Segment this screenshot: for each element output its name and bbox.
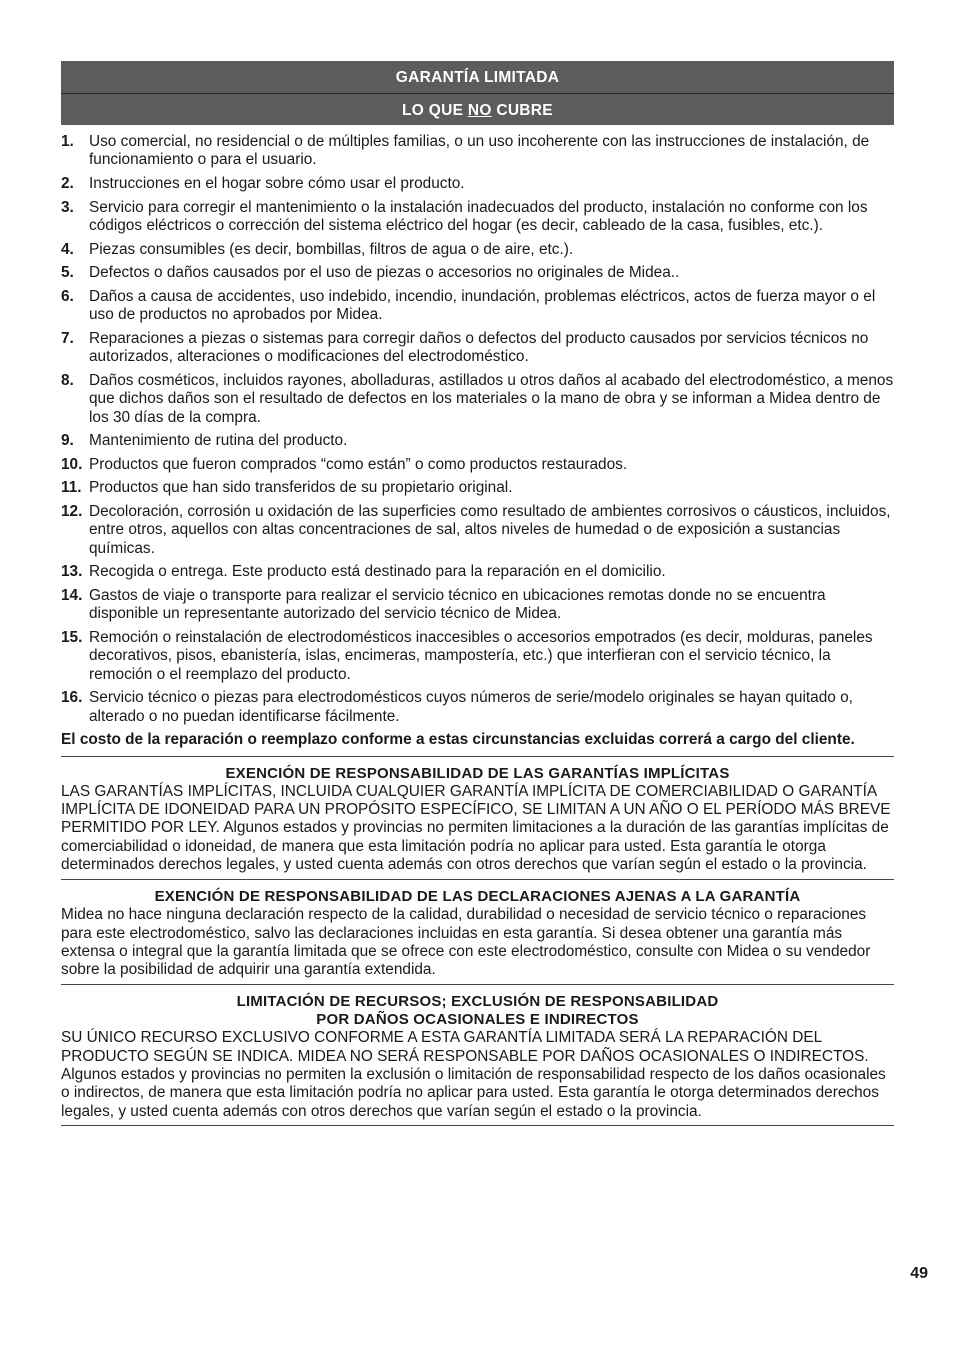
list-item-number: 10. [61, 455, 83, 473]
list-item-number: 7. [61, 329, 74, 347]
not-covered-title-underlined: NO [467, 102, 492, 119]
list-item-text: Servicio para corregir el mantenimiento o la instalación inadecuados del producto, instalación no conforme con los códigos eléctricos o corrección del sistema eléctrico del hogar (es decir, cableado de la casa, fusibles, etc.). [89, 198, 868, 234]
not-covered-title-post: CUBRE [491, 102, 553, 119]
cost-note: El costo de la reparación o reemplazo conforme a estas circunstancias excluidas correrá a cargo del cliente. [61, 731, 855, 749]
list-item-text: Decoloración, corrosión u oxidación de las superficies como resultado de ambientes corrosivos o cáusticos, incluidos, entre otros, aquellos con altas concentraciones de sal, altos niveles de humedad o de exposición a sustancias químicas. [89, 502, 891, 557]
list-item [61, 456, 894, 474]
list-item [61, 288, 894, 325]
list-item [61, 629, 894, 684]
not-covered-title-pre: LO QUE [402, 102, 468, 119]
section-body: LAS GARANTÍAS IMPLÍCITAS, INCLUIDA CUALQUIER GARANTÍA IMPLÍCITA DE COMERCIABILIDAD O GARANTÍA IMPLÍCITA DE IDONEIDAD PARA UN PROPÓSITO ESPECÍFICO, SE LIMITAN A UN AÑO O EL PERÍODO MÁS BREVE PERMITIDO POR LEY. Algunos estados y provincias no permiten limitaciones a la duración de las garantías implícitas de comerciabilidad o idoneidad, de manera que esta limitación podría no aplicar para usted. Esta garantía le otorga determinados derechos legales, y usted cuenta además con otros derechos que varían según el estado o la provincia. [61, 782, 891, 873]
list-item-number: 5. [61, 264, 74, 282]
list-item-number: 12. [61, 502, 83, 520]
list-item-number: 16. [61, 689, 83, 707]
list-item-text: Uso comercial, no residencial o de múltiples familias, o un uso incoherente con las instrucciones de instalación, de funcionamiento o para el usuario. [89, 133, 870, 169]
list-item-text: Reparaciones a piezas o sistemas para corregir daños o defectos del producto causados por servicios técnicos no autorizados, alteraciones o modificaciones del electrodoméstico. [89, 329, 869, 366]
list-item-text: Daños a causa de accidentes, uso indebido, incendio, inundación, problemas eléctricos, actos de fuerza mayor o el uso de productos no aprobados por Midea. [89, 287, 876, 324]
list-item-text: Defectos o daños causados por el uso de piezas o accesorios no originales de Midea.. [89, 264, 680, 282]
list-item [61, 689, 894, 726]
list-item-text: Productos que han sido transferidos de su propietario original. [89, 479, 513, 497]
list-item [61, 372, 894, 427]
list-item-text: Daños cosméticos, incluidos rayones, abolladuras, astillados u otros daños al acabado del electrodoméstico, a menos que dichos daños son el resultado de defectos en los materiales o la mano de obra y se informan a Midea dentro de los 30 días de la compra. [89, 371, 894, 426]
exclusions-list [61, 133, 894, 726]
list-item [61, 175, 894, 193]
list-item-number: 2. [61, 175, 74, 192]
list-item-number: 15. [61, 628, 83, 646]
section-title: EXENCIÓN DE RESPONSABILIDAD DE LAS DECLARACIONES AJENAS A LA GARANTÍA [154, 888, 801, 906]
section-body: SU ÚNICO RECURSO EXCLUSIVO CONFORME A ESTA GARANTÍA LIMITADA SERÁ LA REPARACIÓN DEL PRODUCTO SEGÚN SE INDICA. MIDEA NO SERÁ RESPONSABLE POR DAÑOS OCASIONALES O INDIRECTOS. Algunos estados y provincias no permiten la exclusión o limitación de responsabilidad respecto de los daños ocasionales o indirectos, de manera que esta limitación podría no aplicar para usted. Esta garantía le otorga determinados derechos legales, y usted cuenta además con otros derechos que varían según el estado o la provincia. [61, 1029, 886, 1120]
not-covered-title-bar [61, 94, 894, 125]
list-item [61, 241, 894, 259]
list-item-text: Gastos de viaje o transporte para realizar el servicio técnico en ubicaciones remotas donde no se encuentra disponible un representante autorizado del servicio técnico de Midea. [89, 586, 826, 623]
list-item [61, 199, 894, 236]
list-item [61, 133, 894, 170]
warranty-page [61, 61, 894, 1126]
list-item [61, 264, 894, 282]
list-item [61, 432, 894, 450]
warranty-title: GARANTÍA LIMITADA [395, 69, 560, 86]
page-number: 49 [910, 1265, 928, 1282]
implied-warranties-section [61, 757, 894, 879]
list-item-number: 8. [61, 371, 74, 389]
list-item [61, 503, 894, 558]
section-title: EXENCIÓN DE RESPONSABILIDAD DE LAS GARANTÍAS IMPLÍCITAS [225, 764, 730, 782]
list-item [61, 479, 894, 497]
warranty-title-bar [61, 61, 894, 93]
list-item [61, 330, 894, 367]
list-item-text: Piezas consumibles (es decir, bombillas, filtros de agua o de aire, etc.). [89, 240, 574, 258]
section-divider [61, 1125, 894, 1126]
section-body: Midea no hace ninguna declaración respecto de la calidad, durabilidad o necesidad de servicio técnico o reparaciones para este electrodoméstico, salvo las declaraciones incluidas en esta garantía. Si desea obtener una garantía más extensa o integral que la garantía limitada que se ofrece con este electrodoméstico, consulte con Midea o su vendedor sobre la posibilidad de adquirir una garantía extendida. [61, 906, 871, 979]
section-title-line2: POR DAÑOS OCASIONALES E INDIRECTOS [316, 1011, 639, 1029]
list-item-text: Remoción o reinstalación de electrodomésticos inaccesibles o accesorios empotrados (es decir, molduras, paneles decorativos, pisos, ebanistería, islas, encimeras, mampostería, etc.) que interfieran con el servicio técnico, la remoción o el reemplazo del producto. [89, 628, 873, 683]
list-item-text: Recogida o entrega. Este producto está destinado para la reparación en el domicilio. [89, 563, 666, 581]
list-item-number: 1. [61, 133, 74, 150]
list-item-number: 11. [61, 479, 82, 497]
list-item-text: Instrucciones en el hogar sobre cómo usar el producto. [89, 175, 465, 192]
remedies-section [61, 985, 894, 1124]
list-item-number: 3. [61, 198, 74, 216]
list-item-text: Mantenimiento de rutina del producto. [89, 432, 348, 450]
list-item-number: 4. [61, 240, 74, 258]
section-title-line1: LIMITACIÓN DE RECURSOS; EXCLUSIÓN DE RESPONSABILIDAD [236, 993, 719, 1011]
list-item-text: Productos que fueron comprados “como están” o como productos restaurados. [89, 455, 628, 473]
list-item-number: 6. [61, 287, 74, 305]
list-item [61, 587, 894, 624]
list-item [61, 563, 894, 581]
list-item-number: 13. [61, 563, 83, 581]
list-item-number: 14. [61, 586, 83, 604]
list-item-number: 9. [61, 432, 74, 450]
list-item-text: Servicio técnico o piezas para electrodomésticos cuyos números de serie/modelo originales se hayan quitado o, alterado o no puedan identificarse fácilmente. [89, 689, 853, 725]
representations-section [61, 880, 894, 984]
